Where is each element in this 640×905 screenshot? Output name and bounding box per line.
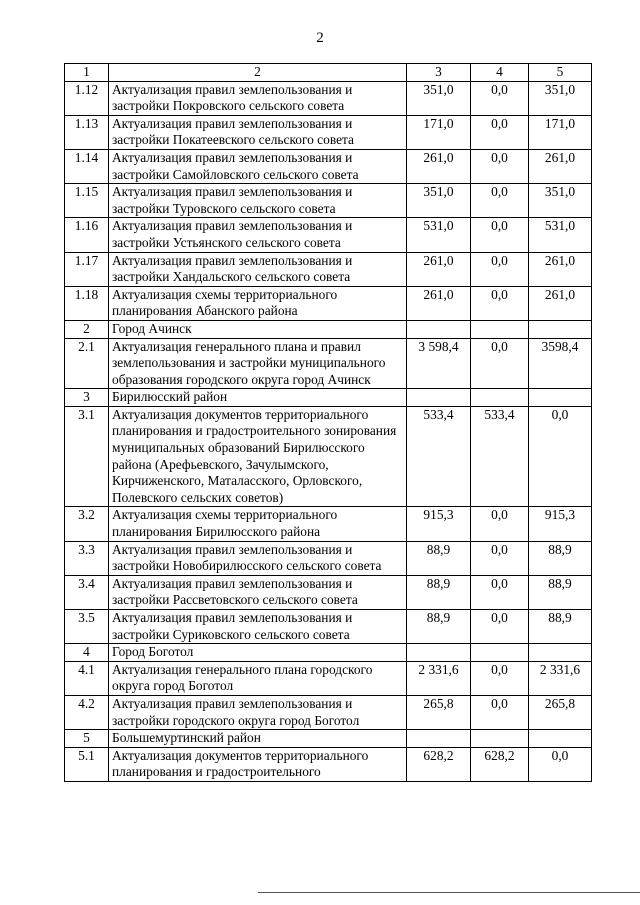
row-description: Актуализация правил землепользования и застройки Устьянского сельского совета xyxy=(109,218,407,252)
table-row xyxy=(65,149,592,183)
table-row xyxy=(65,81,592,115)
row-col3-value: 171,0 xyxy=(407,115,471,149)
row-col3-value xyxy=(407,320,471,338)
row-col4-value: 0,0 xyxy=(471,218,529,252)
row-col4-value: 0,0 xyxy=(471,184,529,218)
row-col4-value xyxy=(471,730,529,748)
row-col4-value: 0,0 xyxy=(471,507,529,541)
table-row xyxy=(65,115,592,149)
row-description: Город Ачинск xyxy=(109,320,407,338)
row-col5-value: 265,8 xyxy=(529,695,592,729)
table-row xyxy=(65,695,592,729)
table-row xyxy=(65,644,592,662)
row-col5-value: 261,0 xyxy=(529,149,592,183)
table-row xyxy=(65,541,592,575)
row-col5-value: 261,0 xyxy=(529,286,592,320)
row-col5-value xyxy=(529,320,592,338)
row-col3-value: 915,3 xyxy=(407,507,471,541)
row-col4-value: 0,0 xyxy=(471,610,529,644)
table-row xyxy=(65,507,592,541)
row-number: 1.13 xyxy=(65,115,109,149)
row-number: 1.18 xyxy=(65,286,109,320)
header-cell-1: 1 xyxy=(65,64,109,82)
table-row xyxy=(65,184,592,218)
table-row xyxy=(65,730,592,748)
table-row xyxy=(65,338,592,389)
row-number: 3.4 xyxy=(65,575,109,609)
row-col4-value: 0,0 xyxy=(471,149,529,183)
row-description: Актуализация правил землепользования и застройки Рассветовского сельского совета xyxy=(109,575,407,609)
page-number: 2 xyxy=(316,30,324,46)
row-col3-value: 88,9 xyxy=(407,541,471,575)
row-col4-value: 0,0 xyxy=(471,115,529,149)
row-col5-value: 2 331,6 xyxy=(529,661,592,695)
row-number: 3 xyxy=(65,389,109,407)
row-col4-value: 0,0 xyxy=(471,286,529,320)
row-number: 3.3 xyxy=(65,541,109,575)
row-col4-value xyxy=(471,320,529,338)
table-row xyxy=(65,320,592,338)
row-description: Актуализация правил землепользования и застройки Хандальского сельского совета xyxy=(109,252,407,286)
header-cell-4: 4 xyxy=(471,64,529,82)
row-number: 4.1 xyxy=(65,661,109,695)
row-description: Город Боготол xyxy=(109,644,407,662)
row-col5-value: 171,0 xyxy=(529,115,592,149)
row-number: 1.16 xyxy=(65,218,109,252)
row-col3-value: 3 598,4 xyxy=(407,338,471,389)
row-description: Бирилюсский район xyxy=(109,389,407,407)
row-col3-value: 351,0 xyxy=(407,184,471,218)
row-col3-value: 88,9 xyxy=(407,610,471,644)
row-col3-value xyxy=(407,730,471,748)
row-number: 1.17 xyxy=(65,252,109,286)
budget-table xyxy=(64,63,592,782)
footer-line xyxy=(258,892,640,893)
row-description: Актуализация правил землепользования и застройки городского округа город Боготол xyxy=(109,695,407,729)
row-description: Актуализация правил землепользования и застройки Суриковского сельского совета xyxy=(109,610,407,644)
row-col5-value: 0,0 xyxy=(529,406,592,507)
row-col5-value xyxy=(529,389,592,407)
table-row xyxy=(65,661,592,695)
row-col3-value: 265,8 xyxy=(407,695,471,729)
row-number: 1.12 xyxy=(65,81,109,115)
table-row xyxy=(65,610,592,644)
row-number: 3.1 xyxy=(65,406,109,507)
table-row xyxy=(65,747,592,781)
row-number: 1.14 xyxy=(65,149,109,183)
header-cell-2: 2 xyxy=(109,64,407,82)
row-number: 5.1 xyxy=(65,747,109,781)
row-col4-value: 533,4 xyxy=(471,406,529,507)
row-col5-value: 88,9 xyxy=(529,575,592,609)
row-description: Актуализация правил землепользования и застройки Покатеевского сельского совета xyxy=(109,115,407,149)
header-cell-5: 5 xyxy=(529,64,592,82)
row-col3-value xyxy=(407,389,471,407)
row-col4-value: 0,0 xyxy=(471,575,529,609)
row-col5-value: 261,0 xyxy=(529,252,592,286)
row-number: 4.2 xyxy=(65,695,109,729)
row-col3-value xyxy=(407,644,471,662)
row-description: Актуализация правил землепользования и застройки Туровского сельского совета xyxy=(109,184,407,218)
table-row xyxy=(65,575,592,609)
row-col5-value: 0,0 xyxy=(529,747,592,781)
row-col4-value: 0,0 xyxy=(471,252,529,286)
row-col4-value: 0,0 xyxy=(471,661,529,695)
row-col5-value: 88,9 xyxy=(529,541,592,575)
row-col3-value: 88,9 xyxy=(407,575,471,609)
table-header-row xyxy=(65,64,592,82)
row-col3-value: 628,2 xyxy=(407,747,471,781)
row-description: Актуализация правил землепользования и застройки Самойловского сельского совета xyxy=(109,149,407,183)
row-col5-value: 88,9 xyxy=(529,610,592,644)
row-col4-value xyxy=(471,644,529,662)
table-row xyxy=(65,389,592,407)
row-description: Большемуртинский район xyxy=(109,730,407,748)
row-col4-value xyxy=(471,389,529,407)
row-number: 3.2 xyxy=(65,507,109,541)
row-col4-value: 0,0 xyxy=(471,338,529,389)
row-col4-value: 628,2 xyxy=(471,747,529,781)
row-description: Актуализация генерального плана городского округа город Боготол xyxy=(109,661,407,695)
row-col5-value: 3598,4 xyxy=(529,338,592,389)
row-col3-value: 261,0 xyxy=(407,286,471,320)
row-col3-value: 531,0 xyxy=(407,218,471,252)
row-number: 3.5 xyxy=(65,610,109,644)
table-row xyxy=(65,406,592,507)
table-row xyxy=(65,252,592,286)
row-description: Актуализация документов территориального планирования и градостроительного xyxy=(109,747,407,781)
row-description: Актуализация правил землепользования и застройки Новобирилюсского сельского совета xyxy=(109,541,407,575)
row-col4-value: 0,0 xyxy=(471,81,529,115)
table-row xyxy=(65,286,592,320)
row-col3-value: 533,4 xyxy=(407,406,471,507)
row-col3-value: 2 331,6 xyxy=(407,661,471,695)
row-description: Актуализация документов территориального планирования и градостроительного зонирования муниципальных образований Бирилюсского района (Арефьевского, Зачулымского, Кирчиженского, Маталасского, Орловского, Полевского сельских советов) xyxy=(109,406,407,507)
row-description: Актуализация генерального плана и правил землепользования и застройки муниципального образования городского округа город Ачинск xyxy=(109,338,407,389)
row-description: Актуализация правил землепользования и застройки Покровского сельского совета xyxy=(109,81,407,115)
row-col3-value: 261,0 xyxy=(407,149,471,183)
row-number: 2 xyxy=(65,320,109,338)
row-description: Актуализация схемы территориального планирования Абанского района xyxy=(109,286,407,320)
row-col3-value: 351,0 xyxy=(407,81,471,115)
row-col5-value: 351,0 xyxy=(529,184,592,218)
row-number: 5 xyxy=(65,730,109,748)
row-col5-value: 351,0 xyxy=(529,81,592,115)
table-row xyxy=(65,218,592,252)
row-col4-value: 0,0 xyxy=(471,695,529,729)
row-col5-value xyxy=(529,644,592,662)
table-body xyxy=(65,64,592,782)
row-col5-value: 531,0 xyxy=(529,218,592,252)
row-col5-value: 915,3 xyxy=(529,507,592,541)
row-number: 4 xyxy=(65,644,109,662)
row-col5-value xyxy=(529,730,592,748)
row-number: 1.15 xyxy=(65,184,109,218)
row-col3-value: 261,0 xyxy=(407,252,471,286)
row-col4-value: 0,0 xyxy=(471,541,529,575)
header-cell-3: 3 xyxy=(407,64,471,82)
row-description: Актуализация схемы территориального планирования Бирилюсского района xyxy=(109,507,407,541)
row-number: 2.1 xyxy=(65,338,109,389)
